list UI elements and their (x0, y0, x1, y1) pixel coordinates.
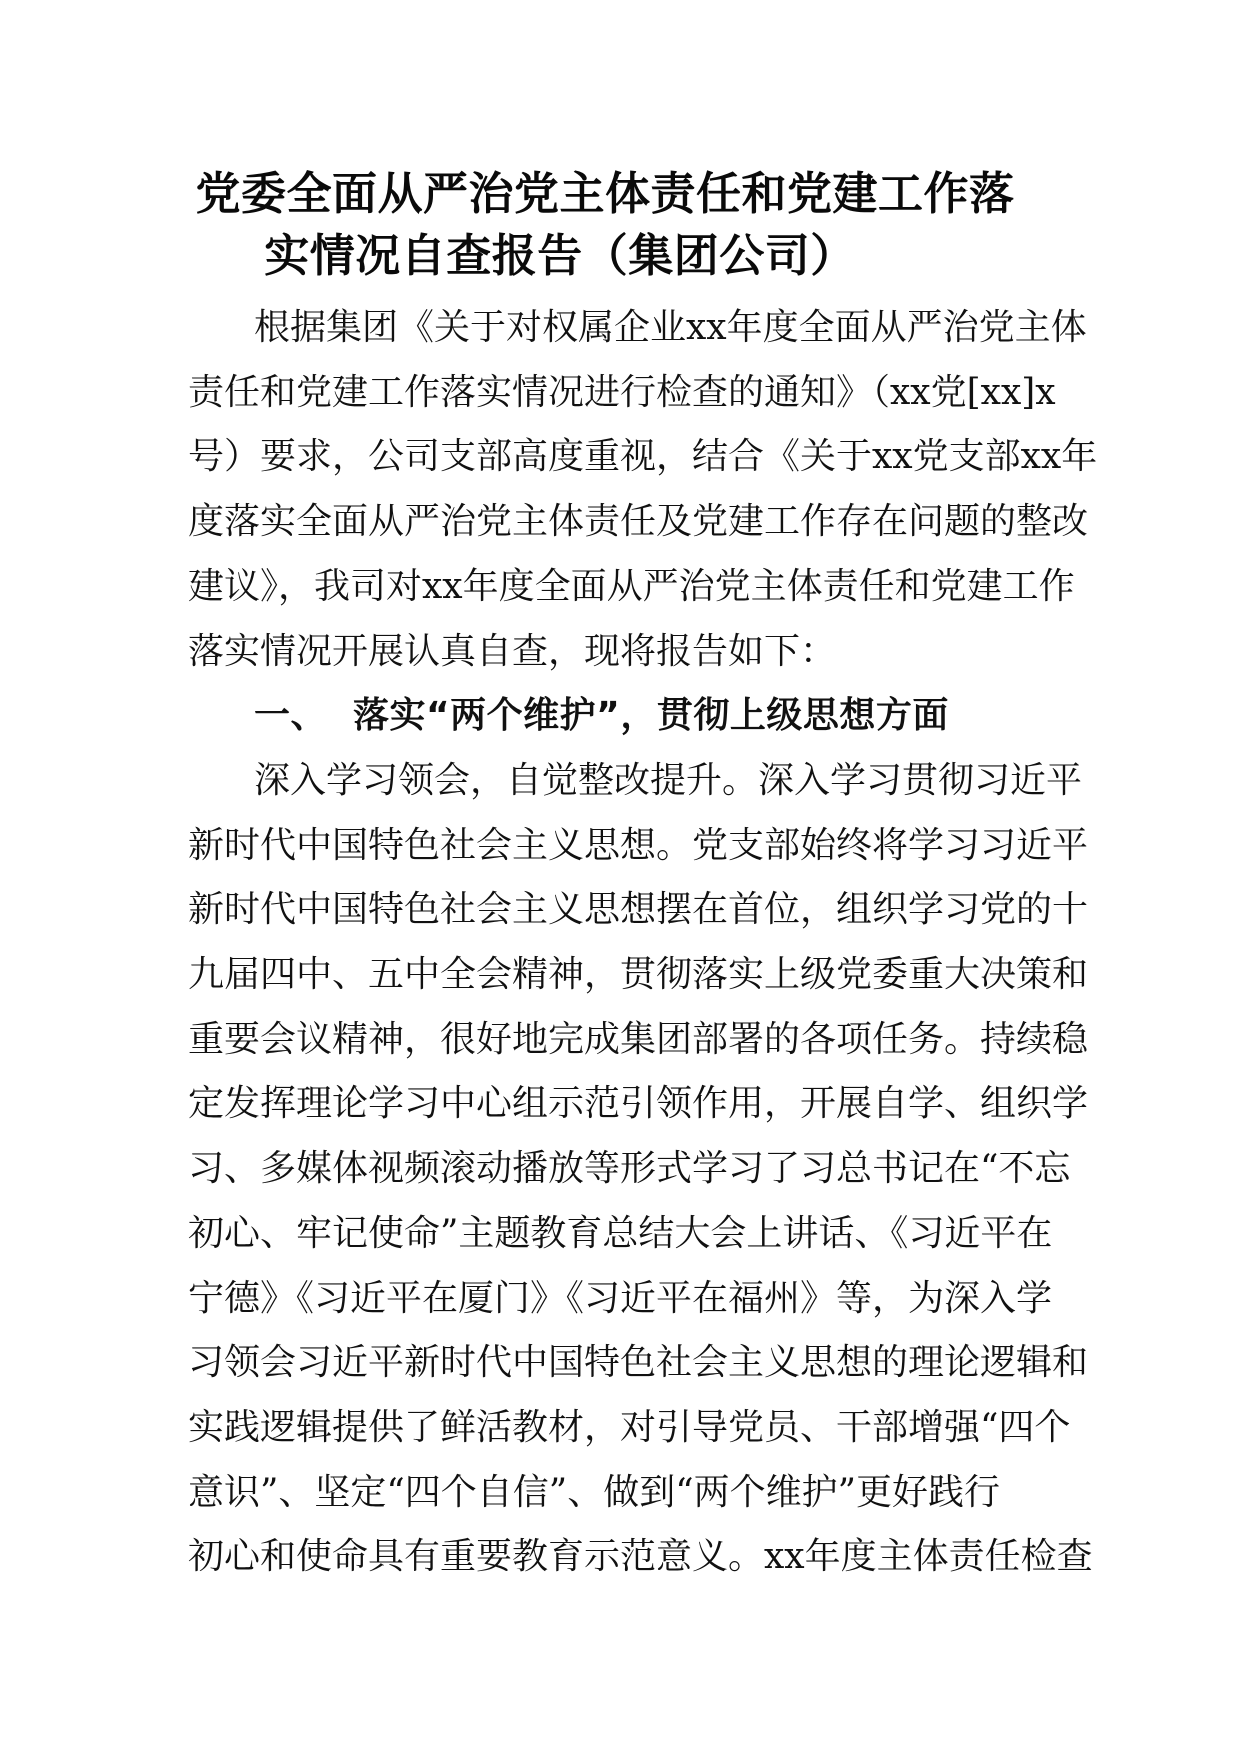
section-line-5: 重要会议精神，很好地完成集团部署的各项任务。持续稳 (188, 1018, 1089, 1060)
document-body (188, 296, 1098, 1590)
intro-line-4: 度落实全面从严治党主体责任及党建工作存在问题的整改 (188, 501, 1089, 543)
title-line-1: 党委全面从严治党主体责任和党建工作落 (195, 167, 1015, 220)
section-1-paragraph (188, 749, 1093, 1590)
section-line-6: 定发挥理论学习中心组示范引领作用，开展自学、组织学 (188, 1083, 1089, 1125)
document-title (150, 163, 1060, 287)
section-line-3: 新时代中国特色社会主义思想摆在首位，组织学习党的十 (188, 889, 1089, 931)
section-title: 落实“两个维护”，贯彻上级思想方面 (353, 695, 949, 737)
title-line-2: 实情况自查报告（集团公司） (264, 229, 856, 282)
section-heading-1 (188, 684, 1058, 749)
section-line-9: 宁德》《习近平在厦门》《习近平在福州》等，为深入学 (188, 1277, 1053, 1319)
section-line-11: 实践逻辑提供了鲜活教材，对引导党员、干部增强“四个 (188, 1406, 1071, 1448)
section-line-12: 意识”、坚定“四个自信”、做到“两个维护”更好践行 (188, 1471, 1001, 1513)
intro-line-1: 根据集团《关于对权属企业xx年度全面从严治党主体 (254, 307, 1087, 348)
section-line-2: 新时代中国特色社会主义思想。党支部始终将学习习近平 (188, 824, 1089, 866)
section-line-4: 九届四中、五中全会精神，贯彻落实上级党委重大决策和 (188, 954, 1089, 996)
section-line-7: 习、多媒体视频滚动播放等形式学习了习总书记在“不忘 (188, 1148, 1071, 1190)
section-line-1: 深入学习领会，自觉整改提升。深入学习贯彻习近平 (254, 759, 1083, 801)
intro-line-3: 号）要求，公司支部高度重视，结合《关于xx党支部xx年 (188, 436, 1098, 478)
section-number: 一、 (254, 695, 328, 737)
section-line-13: 初心和使命具有重要教育示范意义。xx年度主体责任检查 (188, 1536, 1093, 1578)
intro-paragraph (188, 296, 1098, 684)
section-line-8: 初心、牢记使命”主题教育总结大会上讲话、《习近平在 (188, 1212, 1053, 1254)
intro-line-2: 责任和党建工作落实情况进行检查的通知》（xx党[xx]x (188, 371, 1056, 413)
section-line-10: 习领会习近平新时代中国特色社会主义思想的理论逻辑和 (188, 1342, 1089, 1384)
intro-line-6: 落实情况开展认真自查，现将报告如下： (188, 630, 837, 672)
intro-line-5: 建议》，我司对xx年度全面从严治党主体责任和党建工作 (188, 565, 1075, 607)
